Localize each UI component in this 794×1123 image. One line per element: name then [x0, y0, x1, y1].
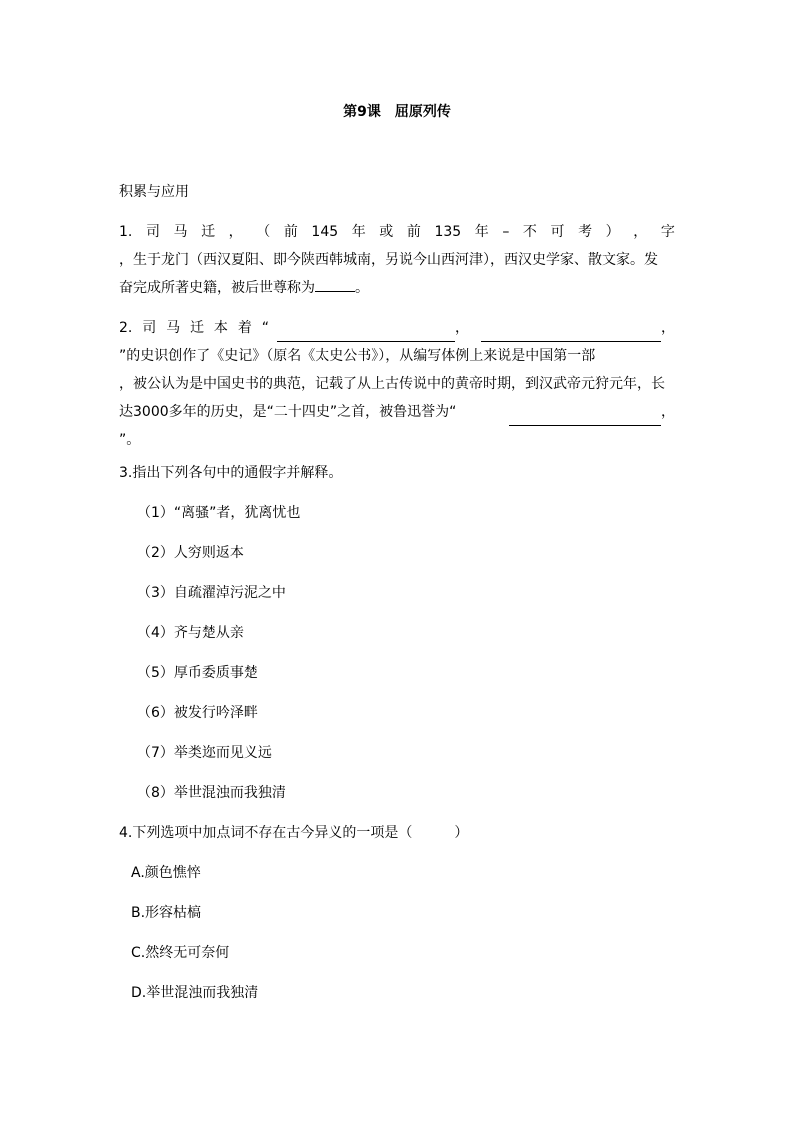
question-3-item: （2）人穷则返本	[137, 545, 244, 561]
comma: ，	[455, 320, 469, 336]
question-1-text: 奋完成所著史籍，被后世尊称为	[119, 280, 315, 296]
question-3-item: （1）“离骚”者，犹离忧也	[137, 505, 301, 521]
question-2-blanks	[277, 314, 675, 342]
question-1	[119, 218, 675, 302]
question-4-option[interactable]: C.然终无可奈何	[131, 945, 230, 961]
question-3-item: （6）被发行吟泽畔	[137, 705, 258, 721]
comma: ，	[661, 404, 675, 420]
question-1-token: 145	[311, 224, 339, 240]
section-heading: 积累与应用	[119, 184, 189, 200]
question-4-option[interactable]: D.举世混浊而我独清	[131, 985, 259, 1001]
question-3-item: （7）举类迩而见义远	[137, 745, 272, 761]
question-1-token: 可	[550, 224, 565, 240]
question-2	[119, 314, 675, 454]
question-2-token: 司	[142, 320, 157, 336]
question-1-end: 。	[355, 280, 369, 296]
question-4-option[interactable]: B.形容枯槁	[131, 905, 202, 921]
question-2-text: 达3000多年的历史，是“二十四史”之首，被鲁迅誉为“	[119, 404, 457, 420]
question-1-line-2: ，生于龙门（西汉夏阳、即今陕西韩城南，另说今山西河津），西汉史学家、散文家。发	[119, 252, 658, 268]
question-1-token: 马	[173, 224, 188, 240]
question-1-token: 考	[578, 224, 593, 240]
question-1-token: 前	[406, 224, 421, 240]
question-1-token: 迁	[201, 224, 216, 240]
question-1-token: 不	[522, 224, 537, 240]
question-2-token: 着	[237, 320, 252, 336]
question-2-lead	[119, 314, 269, 342]
question-3-item: （8）举世混浊而我独清	[137, 785, 286, 801]
question-4-option[interactable]: A.颜色憔悴	[131, 865, 201, 881]
question-4-stem: 4.下列选项中加点词不存在古今异义的一项是（ ）	[119, 825, 469, 841]
question-3-item: （3）自疏濯淖污泥之中	[137, 585, 286, 601]
question-1-token: ，	[228, 224, 243, 240]
question-2-line-1	[119, 314, 675, 342]
question-1-token: 1.	[119, 224, 133, 240]
question-1-line-1	[119, 218, 675, 246]
question-1-token: ）	[605, 224, 620, 240]
question-1-token: 年	[474, 224, 489, 240]
question-3-item: （4）齐与楚从亲	[137, 625, 244, 641]
question-3-item: （5）厚币委质事楚	[137, 665, 258, 681]
answer-blank[interactable]	[481, 327, 661, 342]
question-1-token: 或	[379, 224, 394, 240]
answer-blank[interactable]	[509, 411, 661, 426]
question-2-token: “	[261, 320, 269, 336]
answer-blank[interactable]	[315, 277, 355, 292]
question-2-line-4	[119, 398, 675, 426]
question-2-token: 本	[213, 320, 228, 336]
question-2-token: 迁	[190, 320, 205, 336]
answer-blank[interactable]	[277, 327, 455, 342]
question-1-line-3	[119, 274, 675, 302]
comma: ，	[661, 320, 675, 336]
question-1-token: 前	[283, 224, 298, 240]
question-1-token: （	[256, 224, 271, 240]
question-2-token: 2.	[119, 320, 133, 336]
question-1-token: 135	[434, 224, 462, 240]
question-2-line-3: ，被公认为是中国史书的典范，记载了从上古传说中的黄帝时期，到汉武帝元狩元年，长	[119, 376, 665, 392]
question-1-token: ，	[633, 224, 648, 240]
question-1-token: –	[502, 224, 510, 240]
question-2-token: 马	[166, 320, 181, 336]
question-3-stem: 3.指出下列各句中的通假字并解释。	[119, 465, 343, 481]
question-1-token: 司	[145, 224, 160, 240]
question-1-token: 字	[660, 224, 675, 240]
question-1-token: 年	[351, 224, 366, 240]
lesson-title: 第9课 屈原列传	[343, 104, 451, 120]
question-2-line-5: ”。	[119, 432, 141, 448]
question-2-line-2: ”的史识创作了《史记》（原名《太史公书》），从编写体例上来说是中国第一部	[119, 348, 596, 364]
